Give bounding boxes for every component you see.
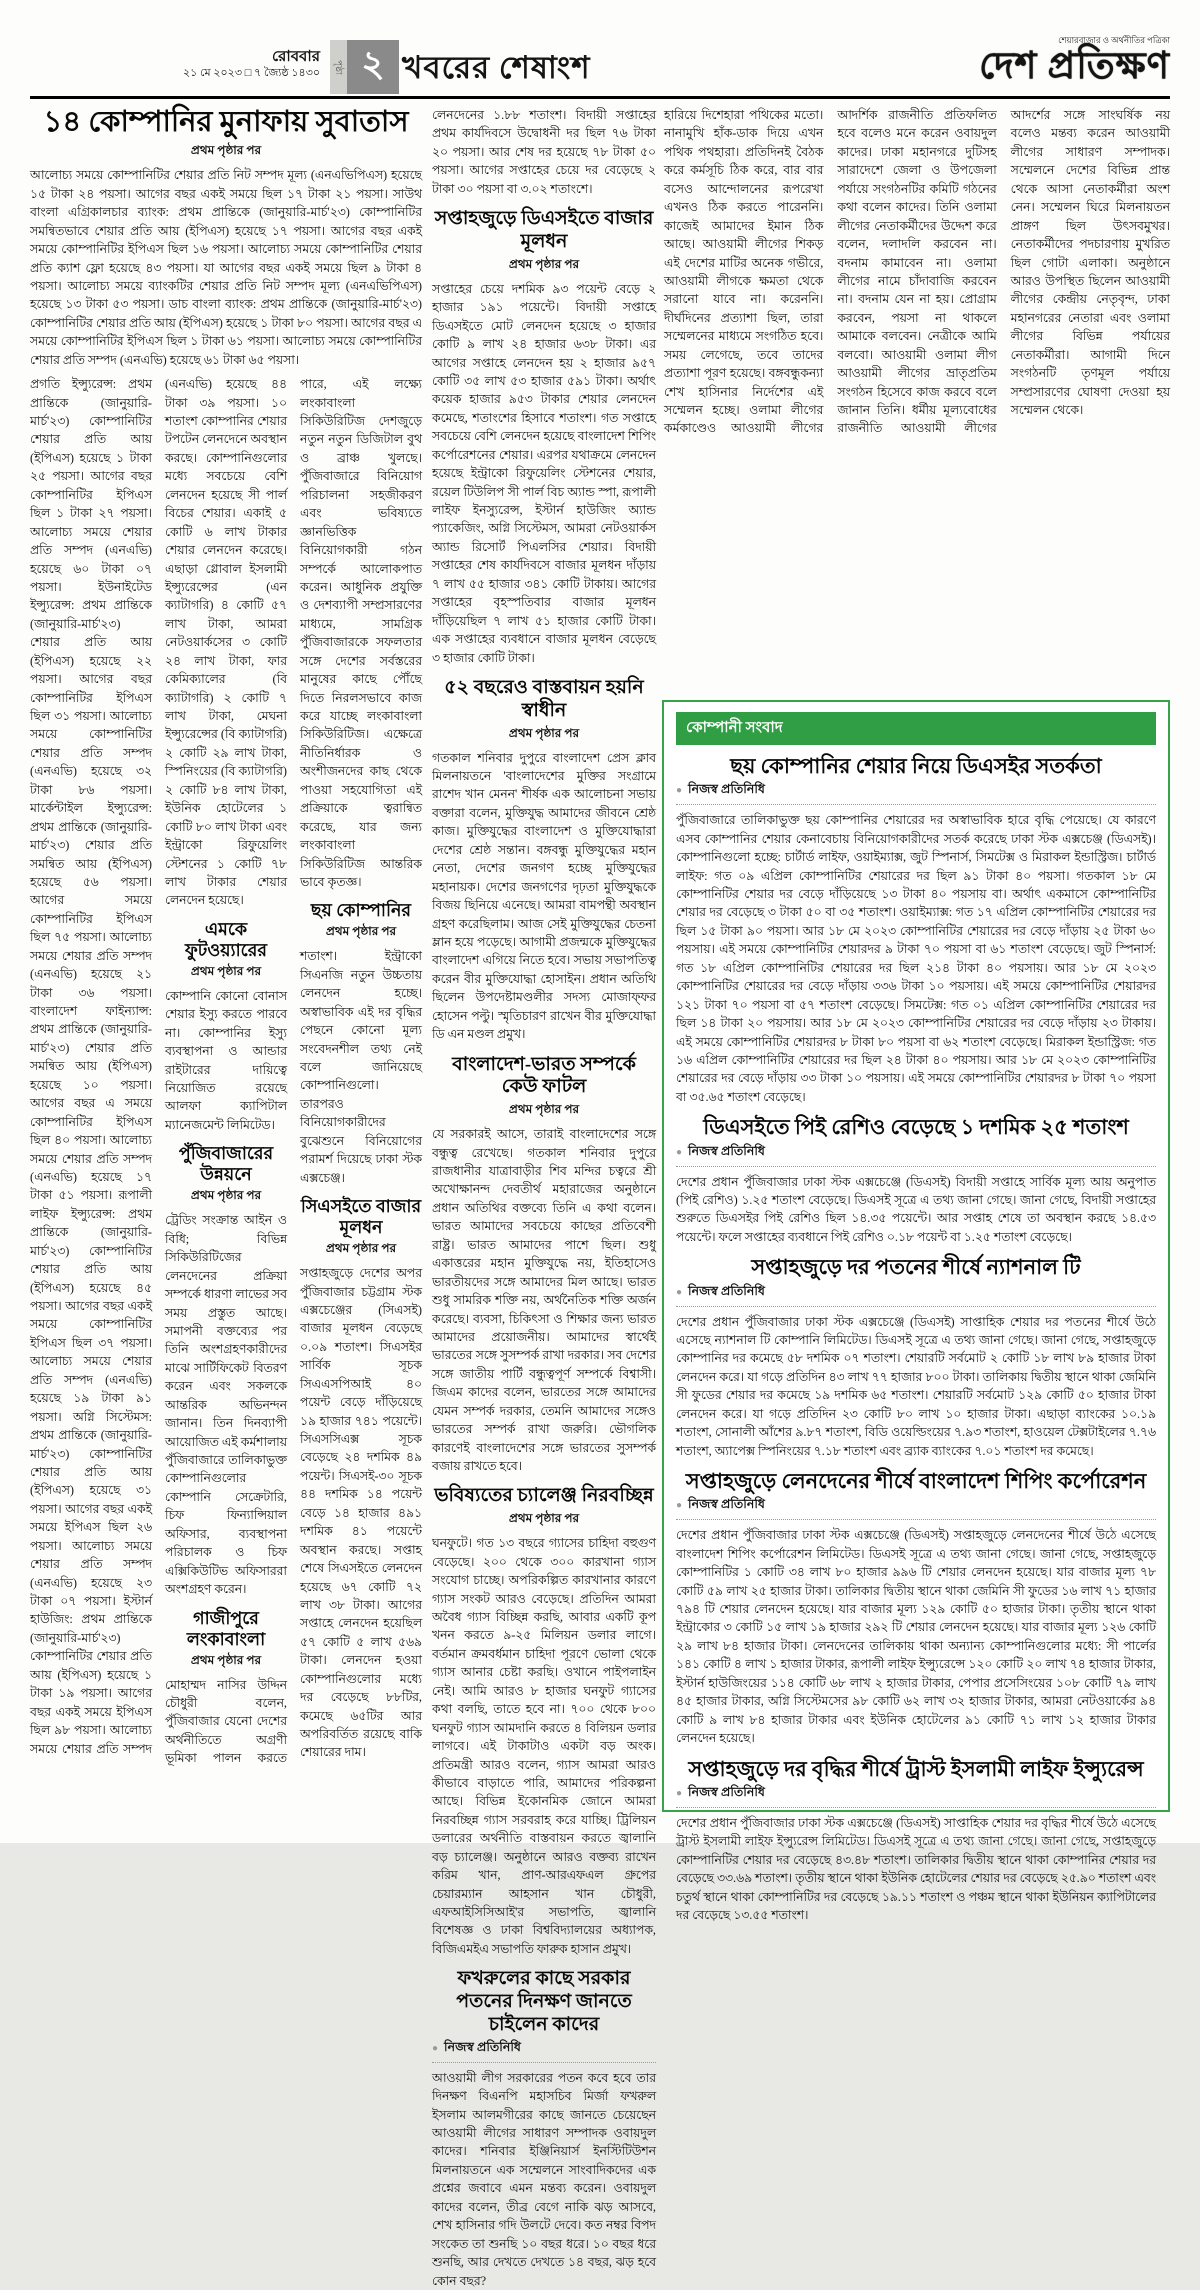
continued-kicker: প্রথম পৃষ্ঠার পর xyxy=(190,963,262,978)
section-title: খবরের শেষাংশ xyxy=(402,50,591,85)
page-label: পৃষ্ঠা xyxy=(330,40,347,94)
dotted-rule xyxy=(676,1306,1156,1307)
byline xyxy=(676,1283,1156,1303)
masthead xyxy=(979,34,1170,87)
continued-kicker: প্রথম পৃষ্ঠার পর xyxy=(508,256,580,271)
continued-kicker: প্রথম পৃষ্ঠার পর xyxy=(190,1188,262,1203)
article-title: বাংলাদেশ-ভারত সম্পর্কে কেউ ফাটল xyxy=(452,1053,636,1098)
dotted-rule xyxy=(676,1519,1156,1520)
article-body: যে সরকারই আসে, তারাই বাংলাদেশের সঙ্গে বন্ধুত্ব রেখেছে। গতকাল শনিবার দুপুরে রাজধানীর যাত্রাবাড়ীর শিব মন্দির চত্বরে শ্রী অখোক্ষানন্দ দেবতীর্থ মহারাজের অনুষ্ঠানে প্রধান অতিথির বক্তব্যে তিনি এ কথা বলেন। ভারত আমাদের সবচেয়ে কাছের প্রতিবেশী রাষ্ট্র। ভারত আমাদের পাশে ছিল। শুধু একাত্তরের মহান মুক্তিযুদ্ধে নয়, ইতিহাসেও ভারতীয়দের সঙ্গে আমাদের মিল আছে। ভারত শুধু সামরিক শক্তি নয়, অর্থনৈতিক শক্তি অর্জন করেছে। ব্যবসা, চিকিৎসা ও শিক্ষার জন্য ভারত আমাদের প্রয়োজনীয়। আমাদের স্বার্থেই ভারতের সঙ্গে সুসম্পর্ক রাখা দরকার। সব দেশের সঙ্গে জাতীয় পার্টি বন্ধুত্বপূর্ণ সম্পর্কে বিশ্বাসী। জিএম কাদের বলেন, ভারতের সঙ্গে আমাদের যেমন সম্পর্ক দরকার, তেমনি আমাদের সঙ্গেও ভারতের সম্পর্ক রাখা জরুরি। ভৌগলিক কারণেই বাংলাদেশের সঙ্গে ভারতের সুসম্পর্ক বজায় রাখতে হবে। xyxy=(432,1127,656,1474)
article-body: ট্রেডিং সংক্রান্ত আইন ও বিধি; বিভিন্ন সিকিউরিটিজের লেনদেনের প্রক্রিয়া সম্পর্কে ধারণা লাভের সব সময় প্রস্তুত আছে। সমাপনী বক্তব্যের পর তিনি অংশগ্রহণকারীদের মাঝে সার্টিফিকেট বিতরণ করেন এবং সকলকে আন্তরিক অভিনন্দন জানান। তিন দিনব্যাপী আয়োজিত এই কর্মশালায় পুঁজিবাজারে তালিকাভুক্ত কোম্পানিগুলোর কোম্পানি সেক্রেটারি, চিফ ফিন্যান্সিয়াল অফিসার, ব্যবস্থাপনা পরিচালক ও চিফ এক্সিকিউটিভ অফিসাররা অংশগ্রহণ করেন। xyxy=(165,1213,287,1597)
article-body: সপ্তাহজুড়ে দেশের অপর পুঁজিবাজার চট্টগ্রাম স্টক এক্সচেঞ্জের (সিএসই) বাজার মূলধন বেড়েছে ০.০৯ শতাংশ। সিএসইর সার্বিক সূচক সিএএসপিআই ৪০ পয়েন্ট বেড়ে দাঁড়িয়েছে ১৯ হাজার ৭৪১ পয়েন্টে। সিএসসিএক্স সূচক বেড়েছে ২৪ দশমিক ৪৯ পয়েন্ট। সিএসই-৩০ সূচক ৪৪ দশমিক ১৪ পয়েন্ট বেড়ে ১৪ হাজার ৪৯১ দশমিক ৪১ পয়েন্টে অবস্থান করছে। সপ্তাহ শেষে সিএসইতে লেনদেন হয়েছে ৬৭ কোটি ৭২ লাখ ৩৮ টাকা। আগের সপ্তাহে লেনদেন হয়েছিল ৫৭ কোটি ৫ লাখ ৫৬৯ টাকা। লেনদেন হওয়া কোম্পানিগুলোর মধ্যে দর বেড়েছে ৮৮টির, কমেছে ৬৫টির আর অপরিবর্তিত রয়েছে বাকি শেয়ারের দাম। xyxy=(300,1266,422,1760)
article-title: ভবিষ্যতের চ্যালেঞ্জ নিরবচ্ছিন্ন xyxy=(434,1485,654,1507)
article-title: সপ্তাহজুড়ে লেনদেনের শীর্ষে বাংলাদেশ শিপিং কর্পোরেশন xyxy=(685,1469,1147,1493)
dotted-rule xyxy=(676,1807,1156,1808)
byline xyxy=(676,1143,1156,1163)
byline xyxy=(676,1784,1156,1804)
article-body: আওয়ামী লীগ সরকারের পতন কবে হবে তার দিনক্ষণ বিএনপি মহাসচিব মির্জা ফখরুল ইসলাম আলমগীরের কাছে জানতে চেয়েছেন আওয়ামী লীগের সাধারণ সম্পাদক ওবায়দুল কাদের। শনিবার ইঞ্জিনিয়ার্স ইনস্টিটিউশন মিলনায়তনে এক সম্মেলনে সাংবাদিকদের এক প্রশ্নের জবাবে এমন মন্তব্য করেন। ওবায়দুল কাদের বলেন, তীব্র বেগে নাকি ঝড় আসবে, শেখ হাসিনার গদি উলটে দেবে। কত নম্বর বিপদ সংকেত তা শুনছি ১০ বছর ধরে। ১০ বছর ধরে শুনছি, আর দেখতে দেখতে ১৪ বছর, ঝড় হবে কোন বছর? xyxy=(432,2070,656,2288)
article-title: সপ্তাহজুড়ে দর বৃদ্ধির শীর্ষে ট্রাস্ট ইসলামী লাইফ ইন্স্যুরেন্স xyxy=(688,1756,1144,1781)
byline-bullet-icon: ● xyxy=(676,1146,683,1158)
byline-name: নিজস্ব প্রতিনিধি xyxy=(444,2039,521,2054)
date-block xyxy=(180,48,320,81)
dotted-rule xyxy=(676,804,1156,805)
article-body: কোম্পানি কোনো বোনাস শেয়ার ইস্যু করতে পারবে না। কোম্পানির ইস্যু ব্যবস্থাপনা ও আন্ডার রাইটারের দায়িত্বে নিয়োজিত রয়েছে আলফা ক্যাপিটাল ম্যানেজমেন্ট লিমিটেড। xyxy=(165,988,287,1132)
article-title: সপ্তাহজুড়ে দর পতনের শীর্ষে ন্যাশনাল টি xyxy=(751,1255,1081,1280)
continued-kicker: প্রথম পৃষ্ঠার পর xyxy=(325,1241,397,1256)
article-title: ফখরুলের কাছে সরকার পতনের দিনক্ষণ জানতে চাইলেন কাদের xyxy=(456,1968,632,2035)
article-title: ছয় কোম্পানির xyxy=(310,900,412,921)
byline-name: নিজস্ব প্রতিনিধি xyxy=(688,1143,765,1158)
zone-top-right xyxy=(664,106,1170,692)
byline-name: নিজস্ব প্রতিনিধি xyxy=(688,1784,765,1799)
article-title: সিএসইতে বাজার মূলধন xyxy=(300,1196,422,1238)
article-title: এমকে ফুটওয়্যারের xyxy=(185,918,267,960)
article-body: ঘনফুটে। গত ১৩ বছরে গ্যাসের চাহিদা বহুগুণ বেড়েছে। ২০০ থেকে ৩০০ কারখানা গ্যাস সংযোগ চাচ্ছে। অপরিকল্পিত কারখানার কারণে গ্যাস সংকট আরও বেড়েছে। প্রতিদিন আমরা অবৈধ গ্যাস বিচ্ছিন্ন করছি, আবার একটি কূপ খনন করতে ৯-২৫ মিলিয়ন ডলার লাগে। বর্তমান ক্রমবর্ধমান চাহিদা পূরণে ভোলা থেকে গ্যাস আনার চেষ্টা করছি। ওখানে পাইপলাইন নেই। আমি আরও ৮ হাজার ঘনফুট গ্যাসের কথা বলছি, তাতে হবে না। ৭০০ থেকে ৮০০ ঘনফুট গ্যাস আমদানি করতে ৪ বিলিয়ন ডলার লাগবে। এই টাকাটাও একটা বড় অংক। প্রতিমন্ত্রী আরও বলেন, গ্যাস আমরা আরও কীভাবে বাড়াতে পারি, আমাদের পরিকল্পনা আছে। বিভিন্ন ইকোনমিক জোনে আমরা নিরবচ্ছিন্ন গ্যাস সরবরাহ করে যাচ্ছি। ট্রিলিয়ন ডলারের অর্থনীতি বাস্তবায়ন করতে জ্বালানি বড় চ্যালেঞ্জ। অনুষ্ঠানে আরও বক্তব্য রাখেন করিম খান, প্রাণ-আরএফএল গ্রুপের চেয়ারম্যান আহসান খান চৌধুরী, এফআইসিসিআই'র সভাপতি, জ্বালানি বিশেষজ্ঞ ও ঢাকা বিশ্ববিদ্যালয়ের অধ্যাপক, বিজিএমইএ সভাপতি ফারুক হাসান প্রমুখ। xyxy=(432,1536,656,1956)
article-body: শতাংশ। ইন্ট্রাকো সিএনজি নতুন উচ্চতায় লেনদেন হচ্ছে। অস্বাভাবিক এই দর বৃদ্ধির পেছনে কোনো মূল্য সংবেদনশীল তথ্য নেই বলে জানিয়েছে কোম্পানিগুলো। তারপরও বিনিয়োগকারীদের বুঝেশুনে বিনিয়োগের পরামর্শ দিয়েছে ঢাকা স্টক এক্সচেঞ্জ। xyxy=(300,949,422,1185)
article-body: দেশের প্রধান পুঁজিবাজার ঢাকা স্টক এক্সচেঞ্জে (ডিএসই) সপ্তাহজুড়ে লেনদেনের শীর্ষে উঠে এসেছে বাংলাদেশ শিপিং কর্পোরেশন লিমিটেড। ডিএসই সূত্রে এ তথ্য জানা গেছে। জানা গেছে, সপ্তাহজুড়ে কোম্পানিটির ১ কোটি ৩৪ লাখ ৮০ হাজার ৯৯৬ টি শেয়ার লেনদেন হয়েছে। যার বাজার মূল্য ৭৮ কোটি ৫৯ লাখ ২৫ হাজার টাকা। তালিকার দ্বিতীয় স্থানে থাকা জেমিনি সী ফুডের ১৬ লাখ ৭১ হাজার ৭৯৪ টি শেয়ার লেনদেন হয়েছে। যার বাজার মূল্য ১২৯ কোটি ৫০ হাজার টাকা। তৃতীয় স্থানে থাকা ইন্ট্রাকোর ৩ কোটি ১৫ লাখ ১৯ হাজার ২৯২ টি শেয়ার লেনদেন হয়েছে। যার বাজার মূল্য ১২৬ কোটি ২৯ লাখ ৮৪ হাজার টাকা। লেনদেনের তালিকায় থাকা অন্যান্য কোম্পানিগুলোর মধ্যে: সী পার্লের ১৪১ কোটি ৪ লাখ ১ হাজার টাকার, রূপালী লাইফ ইন্স্যুরেন্সে ১২০ কোটি ২০ লাখ ৭৪ হাজার টাকার, ইস্টার্ন হাউজিংয়ের ১১৪ কোটি ৬৮ লাখ ২ হাজার টাকার, পেপার প্রসেসিংয়ের ১০৮ কোটি ৭৯ লাখ ৪৫ হাজার টাকার, অগ্নি সিস্টেমসের ৯৮ কোটি ৬২ লাখ ৩২ হাজার টাকার, আমরা নেটওয়ার্কের ৯৪ কোটি ৯ লাখ ৮৪ হাজার টাকার এবং ইউনিক হোটেলের ৯১ কোটি ৭১ লাখ ১২ হাজার টাকার লেনদেন হয়েছে। xyxy=(676,1528,1156,1746)
byline-name: নিজস্ব প্রতিনিধি xyxy=(688,1283,765,1298)
article-title: ডিএসইতে পিই রেশিও বেড়েছে ১ দশমিক ২৫ শতাংশ xyxy=(703,1115,1129,1140)
company-news-label: কোম্পানী সংবাদ xyxy=(676,712,1156,745)
header-rule xyxy=(30,96,1170,99)
article-title: ১৪ কোম্পানির মুনাফায় সুবাতাস xyxy=(43,106,409,138)
article-title: ৫২ বছরেও বাস্তবায়ন হয়নি স্বাধীন xyxy=(444,676,644,721)
byline xyxy=(676,1496,1156,1516)
article-body: লেনদেনের ১.৮৮ শতাংশ। বিদায়ী সপ্তাহের প্রথম কার্যদিবসে উদ্বোধনী দর ছিল ৭৬ টাকা ২০ পয়সা। আর শেষ দর হয়েছে ৭৮ টাকা ৫০ পয়সা। আগের সপ্তাহের চেয়ে দর বেড়েছে ২ টাকা ৩০ পয়সা বা ৩.০২ শতাংশে। xyxy=(432,108,656,196)
continued-kicker: প্রথম পৃষ্ঠার পর xyxy=(325,924,397,939)
byline-bullet-icon: ● xyxy=(676,1787,683,1799)
company-news-box xyxy=(662,700,1170,1922)
left-column-flow xyxy=(30,375,422,1813)
continued-kicker: প্রথম পৃষ্ঠার পর xyxy=(190,1652,262,1667)
paper-tagline: শেয়ারবাজার ও অর্থনীতির পত্রিকা xyxy=(1058,35,1170,45)
paper-logo: দেশ প্রতিক্ষণ xyxy=(979,46,1170,87)
continued-kicker: প্রথম পৃষ্ঠার পর xyxy=(190,143,262,158)
byline-bullet-icon: ● xyxy=(432,2042,439,2054)
continued-kicker: প্রথম পৃষ্ঠার পর xyxy=(508,1511,580,1526)
article-title: ছয় কোম্পানির শেয়ার নিয়ে ডিএসইর সতর্কতা xyxy=(730,754,1102,778)
byline xyxy=(432,2039,656,2059)
article-body: দেশের প্রধান পুঁজিবাজার ঢাকা স্টক এক্সচেঞ্জে (ডিএসই) সাপ্তাহিক শেয়ার দর বৃদ্ধির শীর্ষে উঠে এসেছে ট্রাস্ট ইসলামী লাইফ ইন্স্যুরেন্স লিমিটেড। ডিএসই সূত্রে এ তথ্য জানা গেছে। জানা গেছে, সপ্তাহজুড়ে কোম্পানিটির শেয়ার দর বেড়েছে ৪৩.৪৮ শতাংশ। তালিকার দ্বিতীয় স্থানে থাকা কোম্পানির শেয়ার দর বেড়েছে ৩৩.৬৯ শতাংশ। তৃতীয় স্থানে থাকা ইউনিক হোটেলের শেয়ার দর বেড়েছে ২৫.৯০ শতাংশ এবং চতুর্থ স্থানে থাকা কোম্পানিটির দর বেড়েছে ১৯.১১ শতাংশ ও পঞ্চম স্থানে থাকা ইউনিয়ন ক্যাপিটালের দর বেড়েছে ১৩.৫৫ শতাংশ। xyxy=(676,1815,1157,1922)
article-body: হারিয়ে দিশেহারা পথিকের মতো। নানামুখি হাঁক-ডাক দিয়ে এখন পথিক পথহারা। প্রতিদিনই বৈঠক করে কর্মসূচি ঠিক করে, বার বার বসেও আন্দোলনের রূপরেখা এখনও ঠিক করতে পারেননি। কাজেই আমাদের ইমান ঠিক আছে। আওয়ামী লীগের শিকড় এই দেশের মাটির অনেক গভীরে, আওয়ামী লীগকে ক্ষমতা থেকে সরানো যাবে না। করেননি। দীর্ঘদিনের প্রত্যাশা ছিল, তারা সম্মেলনের মাধ্যমে সংগঠিত হবে। সময় লেগেছে, তবে তাদের প্রত্যাশা পূরণ হয়েছে। বঙ্গবন্ধুকন্যা শেখ হাসিনার নির্দেশের এই সম্মেলন হচ্ছে। ওলামা লীগের কর্মকাণ্ডেও আওয়ামী লীগের আদর্শিক রাজনীতি প্রতিফলিত হবে বলেও মনে করেন ওবায়দুল কাদের। ঢাকা মহানগরে দুটিসহ সারাদেশে জেলা ও উপজেলা পর্যায়ে সংগঠনটির কমিটি গঠনের কথা বলেন কাদের। তিনি ওলামা লীগের নেতাকর্মীদের উদ্দেশ করে বলেন, দলাদলি করবেন না। বদনাম কামাবেন না। ওলামা লীগের নামে চাঁদাবাজি করবেন না। বদনাম যেন না হয়। প্রোগ্রাম করবেন, পয়সা না থাকলে আমাকে বলবেন। নেত্রীকে আমি বলবো। আওয়ামী ওলামা লীগ আওয়ামী লীগের ভ্রাতৃপ্রতিম সংগঠন হিসেবে কাজ করবে বলে জানান তিনি। ধর্মীয় মূল্যবোধের রাজনীতি আওয়ামী লীগের আদর্শের সঙ্গে সাংঘর্ষিক নয় বলেও মন্তব্য করেন আওয়ামী লীগের সাধারণ সম্পাদক। সম্মেলনে দেশের বিভিন্ন প্রান্ত থেকে আসা নেতাকর্মীরা অংশ নেন। সম্মেলন ঘিরে মিলনায়তন প্রাঙ্গণ ছিল উৎসবমুখর। নেতাকর্মীদের পদচারণায় মুখরিত ছিল গোটা এলাকা। অনুষ্ঠানে আরও উপস্থিত ছিলেন আওয়ামী লীগের কেন্দ্রীয় নেতৃবৃন্দ, ঢাকা মহানগরের নেতারা এবং ওলামা লীগের বিভিন্ন পর্যায়ের নেতাকর্মীরা। আগামী দিনে সংগঠনটি তৃণমূল পর্যায়ে সম্প্রসারণের ঘোষণা দেওয়া হয় সম্মেলন থেকে। xyxy=(664,108,1170,436)
zone-left xyxy=(30,106,422,1808)
dotted-rule xyxy=(432,2062,656,2063)
article-body: দেশের প্রধান পুঁজিবাজার ঢাকা স্টক এক্সচেঞ্জে (ডিএসই) সাপ্তাহিক শেয়ার দর পতনের শীর্ষে উঠে এসেছে ন্যাশনাল টি কোম্পানি লিমিটেড। ডিএসই সূত্রে এ তথ্য জানা গেছে। জানা গেছে, সপ্তাহজুড়ে কোম্পানির দর কমেছে ৫৮ দশমিক ০৭ শতাংশ। শেয়ারটি সর্বমোট ২ কোটি ১৮ লাখ ৮৯ হাজার টাকা লেনদেন করে। যা গড়ে প্রতিদিন ৪৩ লাখ ৭৭ হাজার ৮০০ টাকা। তালিকায় দ্বিতীয় স্থানে থাকা জেমিনি সী ফুডের শেয়ার দর কমেছে ১৯ দশমিক ৬৫ শতাংশ। শেয়ারটি সর্বমোট ১২৯ কোটি ৫০ হাজার টাকা লেনদেন করে। যা গড়ে প্রতিদিন ২৩ কোটি ৮০ লাখ ১০ হাজার টাকা। এছাড়া ব্যাংকের ১০.১৯ শতাংশ, সোনালী আঁশের ৯.৮৭ শতাংশ, বিডি ওয়েল্ডিংয়ের ৭.৯৩ শতাংশ, হাওয়েল টেক্সটাইলের ৭.৭৬ শতাংশ, অ্যাপেক্স স্পিনিংয়ের ৭.১৮ শতাংশ এবং ব্র্যাক ব্যাংকের ৭.০১ শতাংশ দর কমেছে। xyxy=(676,1314,1156,1458)
dotted-rule xyxy=(676,1166,1156,1167)
article-title: সপ্তাহজুড়ে ডিএসইতে বাজার মূলধন xyxy=(434,208,654,252)
zone-middle xyxy=(432,106,656,2288)
article-body: পুঁজিবাজারে তালিকাভুক্ত ছয় কোম্পানির শেয়ারের দর অস্বাভাবিক হারে বৃদ্ধি পেয়েছে। যে কারণে এসব কোম্পানির শেয়ার কেনাবেচায় বিনিয়োগকারীদের সতর্ক করেছে ঢাকা স্টক এক্সচেঞ্জ (ডিএসই)। কোম্পানিগুলো হচ্ছে: চার্টার্ড লাইফ, ওয়াইম্যাক্স, জুট স্পিনার্স, সিমটেক্স ও মিরাকল ইন্ডাস্ট্রিজ। চার্টার্ড লাইফ: গত ০৯ এপ্রিল কোম্পানিটির শেয়ারের দর ছিল ৯১ টাকা ৪০ পয়সা। গতকাল ১৮ মে কোম্পানিটির শেয়ার দর বেড়ে দাঁড়িয়েছে ১৩ টাকা ৪০ পয়সায় বা। অর্থাৎ একমাসে কোম্পানিটির শেয়ার দর বেড়েছে ৩ টাকা ৫০ বা ৩৫ শতাংশ। ওয়াইম্যাক্স: গত ১৭ এপ্রিল কোম্পানিটির শেয়ারের দর ছিল ১৫ টাকা ৯০ পয়সা। আর ১৮ মে ২০২৩ কোম্পানিটির শেয়ারের দর বেড়ে দাঁড়ায় ২৫ টাকা ৬০ পয়সায়। এই সময়ে কোম্পানিটির শেয়ারদর ৯ টাকা ৭০ পয়সা বা ৬১ শতাংশ বেড়েছে। জুট স্পিনার্স: গত ১৮ এপ্রিল কোম্পানিটির শেয়ারের দর ছিল ২১৪ টাকা ৪০ পয়সায়। আর ১৮ মে ২০২৩ কোম্পানিটির শেয়ারের দর বেড়ে দাঁড়ায় ৩৩৬ টাকা ১০ পয়সায়। এই সময়ে কোম্পানিটির শেয়ারদর ১২১ টাকা ৭০ পয়সা বা ৫৭ শতাংশ বেড়েছে। সিমটেক্স: গত ০১ এপ্রিল কোম্পানিটির শেয়ারের দর ছিল ১৪ টাকা ২০ পয়সায়। আর ১৮ মে ২০২৩ কোম্পানিটির শেয়ারের দর বেড়ে দাঁড়ায় ২৩ টাকায়। এই সময়ে কোম্পানিটির শেয়ারদর ৮ টাকা ৮০ পয়সা বা ৬২ শতাংশ বেড়েছে। মিরাকল ইন্ডাস্ট্রিজ: গত ১৬ এপ্রিল কোম্পানিটির শেয়ারের দর ছিল ২৪ টাকা ৪০ পয়সায়। আর ১৮ মে ২০২৩ কোম্পানিটির শেয়ারের দর বেড়ে দাঁড়ায় ৩৩ টাকা ১০ পয়সায়। এই সময়ে কোম্পানিটির শেয়ারদর ৮ টাকা ৭০ পয়সা বা ৩৫.৬৫ শতাংশ বেড়েছে। xyxy=(676,813,1156,1104)
continued-kicker: প্রথম পৃষ্ঠার পর xyxy=(508,725,580,740)
byline-name: নিজস্ব প্রতিনিধি xyxy=(688,1497,765,1512)
article-lead: আলোচ্য সময়ে কোম্পানিটির শেয়ার প্রতি নিট সম্পদ মূল্য (এনএভিপিএস) হয়েছে ১৫ টাকা ২৪ পয়সা। আগের বছর একই সময়ে ছিল ১৭ টাকা ২১ পয়সা। সাউথ বাংলা এগ্রিকালচার ব্যাংক: প্রথম প্রান্তিকে (জানুয়ারি-মার্চ'২৩) কোম্পানিটির সমন্বিতভাবে শেয়ার প্রতি আয় (ইপিএস) হয়েছে ১৭ পয়সা। আগের বছর একই সময়ে কোম্পানিটির ইপিএস ছিল ১৬ পয়সা। আলোচ্য সময়ে কোম্পানিটির শেয়ার প্রতি ক্যাশ ফ্লো হয়েছে ৪৩ পয়সা। যা আগের বছর একই সময়ে ছিল ৯ টাকা ৪ পয়সা। আলোচ্য সময়ে ব্যাংকটির শেয়ার প্রতি নিট সম্পদ মূল্য (এনএভিপিএস) হয়েছে ১৩ টাকা ৫৩ পয়সা। ডাচ বাংলা ব্যাংক: প্রথম প্রান্তিকে (জানুয়ারি-মার্চ'২৩) কোম্পানিটির শেয়ার প্রতি আয় (ইপিএস) হয়েছে ১ টাকা ৮০ পয়সা। আগের বছর এ সময়ে কোম্পানিটির ইপিএস ছিল ১ টাকা ৬১ পয়সা। আলোচ্য সময়ে কোম্পানিটির শেয়ার প্রতি সম্পদ (এনএভি) হয়েছে ৬১ টাকা ৬৫ পয়সা। xyxy=(30,168,422,367)
byline-bullet-icon: ● xyxy=(676,1500,683,1512)
page-number-box xyxy=(330,40,399,94)
byline-bullet-icon: ● xyxy=(676,1286,683,1298)
byline-bullet-icon: ● xyxy=(676,785,683,797)
byline-name: নিজস্ব প্রতিনিধি xyxy=(688,782,765,797)
continued-kicker: প্রথম পৃষ্ঠার পর xyxy=(508,1102,580,1117)
weekday-label: রোববার xyxy=(272,49,320,65)
article-title: পুঁজিবাজারের উন্নয়নে xyxy=(178,1143,274,1185)
article-body: সপ্তাহের চেয়ে দশমিক ৯৩ পয়েন্ট বেড়ে ২ হাজার ১৯১ পয়েন্টে। বিদায়ী সপ্তাহে ডিএসইতে মোট লেনদেন হয়েছে ৩ হাজার কোটি ৯ লাখ ২৪ হাজার ৬৩৮ টাকা। এর আগের সপ্তাহে লেনদেন হয় ২ হাজার ৯৫৭ কোটি ৩৫ লাখ ৫৩ হাজার ৫৯১ টাকা। অর্থাৎ কয়েক হাজার ৯৫৩ টাকার শেয়ার লেনদেন কমেছে, শতাংশের হিসাবে শতাংশ। গত সপ্তাহে সবচেয়ে বেশি লেনদেন হয়েছে বাংলাদেশ শিপিং কর্পোরেশনের শেয়ার। এরপর যথাক্রমে লেনদেন হয়েছে ইন্ট্রাকো রিফুয়েলিং স্টেশনের শেয়ার, রয়েল টিউলিপ সী পার্ল বিচ অ্যান্ড স্পা, রূপালী লাইফ ইনস্যুরেন্স, ইস্টার্ন হাউজিং অ্যান্ড প্যাকেজিং, অগ্নি সিস্টেমস, আমরা নেটওয়ার্কস অ্যান্ড রিসোর্ট পিএলসির শেয়ার। বিদায়ী সপ্তাহের শেষ কার্যদিবসে বাজার মূলধন দাঁড়ায় ৭ লাখ ৫৫ হাজার ৩৪১ কোটি টাকায়। আগের সপ্তাহের বৃহস্পতিবার বাজার মূলধন দাঁড়িয়েছিল ৭ লাখ ৫১ হাজার কোটি টাকা। এক সপ্তাহের ব্যবধানে বাজার মূলধন বেড়েছে ৩ হাজার কোটি টাকা। xyxy=(432,281,656,665)
article-body: মোহাম্মদ নাসির উদ্দিন চৌধুরী বলেন, পুঁজিবাজার যেনো দেশের অর্থনীতিতে অগ্রণী ভূমিকা পালন করতে পারে, এই লক্ষ্যে লংকাবাংলা সিকিউরিটিজ দেশজুড়ে নতুন নতুন ডিজিটাল বুথ ও ব্রাঞ্চ খুলছে। পুঁজিবাজারে বিনিয়োগ পরিচালনা সহজীকরণ এবং ভবিষ্যতে জ্ঞানভিত্তিক বিনিয়োগকারী গঠন সম্পর্কে আলোকপাত করেন। আধুনিক প্রযুক্তি ও দেশব্যাপী সম্প্রসারণের মাধ্যমে, সামগ্রিক পুঁজিবাজারকে সফলতার সঙ্গে দেশের সর্বস্তরের মানুষের কাছে পৌঁছে দিতে নিরলসভাবে কাজ করে যাচ্ছে লংকাবাংলা সিকিউরিটিজ। এক্ষেত্রে নীতিনির্ধারক ও অংশীজনদের কাছ থেকে পাওয়া সহযোগিতা এই প্রক্রিয়াকে ত্বরান্বিত করেছে, যার জন্য লংকাবাংলা সিকিউরিটিজ আন্তরিক ভাবে কৃতজ্ঞ। xyxy=(165,377,422,1766)
page-number: ২ xyxy=(347,40,399,94)
article-body: প্রগতি ইন্স্যুরেন্স: প্রথম প্রান্তিকে (জানুয়ারি-মার্চ'২৩) কোম্পানিটির শেয়ার প্রতি আয় (ইপিএস) হয়েছে ১ টাকা ২৫ পয়সা। আগের বছর কোম্পানিটির ইপিএস ছিল ১ টাকা ২৭ পয়সা। আলোচ্য সময়ে শেয়ার প্রতি সম্পদ (এনএভি) হয়েছে ৬০ টাকা ০৭ পয়সা। ইউনাইটেড ইন্স্যুরেন্স: প্রথম প্রান্তিকে (জানুয়ারি-মার্চ'২৩) শেয়ার প্রতি আয় (ইপিএস) হয়েছে ২২ পয়সা। আগের বছর কোম্পানিটির ইপিএস ছিল ৩১ পয়সা। আলোচ্য সময়ে কোম্পানিটির শেয়ার প্রতি সম্পদ (এনএভি) হয়েছে ৩২ টাকা ৮৬ পয়সা। মার্কেন্টাইল ইন্স্যুরেন্স: প্রথম প্রান্তিকে (জানুয়ারি-মার্চ'২৩) শেয়ার প্রতি সমন্বিত আয় (ইপিএস) হয়েছে ৫৬ পয়সা। আগের সময়ে কোম্পানিটির ইপিএস ছিল ৭৫ পয়সা। আলোচ্য সময়ে শেয়ার প্রতি সম্পদ (এনএভি) হয়েছে ২১ টাকা ৩৬ পয়সা। বাংলাদেশ ফাইন্যান্স: প্রথম প্রান্তিকে (জানুয়ারি-মার্চ'২৩) শেয়ার প্রতি সমন্বিত আয় (ইপিএস) হয়েছে ১০ পয়সা। আগের বছর এ সময়ে কোম্পানিটির ইপিএস ছিল ৪০ পয়সা। আলোচ্য সময়ে শেয়ার প্রতি সম্পদ (এনএভি) হয়েছে ১৭ টাকা ৫১ পয়সা। রূপালী লাইফ ইন্স্যুরেন্স: প্রথম প্রান্তিকে (জানুয়ারি-মার্চ'২৩) কোম্পানিটির শেয়ার প্রতি আয় (ইপিএস) হয়েছে ৪৫ পয়সা। আগের বছর একই সময়ে কোম্পানিটির ইপিএস ছিল ৩৭ পয়সা। আলোচ্য সময়ে শেয়ার প্রতি সম্পদ (এনএভি) হয়েছে ১৯ টাকা ৯১ পয়সা। অগ্নি সিস্টেমস: প্রথম প্রান্তিকে (জানুয়ারি-মার্চ'২৩) কোম্পানিটির শেয়ার প্রতি আয় (ইপিএস) হয়েছে ৩১ পয়সা। আগের বছর একই সময়ে ইপিএস ছিল ২৬ পয়সা। আলোচ্য সময়ে শেয়ার প্রতি সম্পদ (এনএভি) হয়েছে ২৩ টাকা ০৭ পয়সা। ইস্টার্ন হাউজিং: প্রথম প্রান্তিকে (জানুয়ারি-মার্চ'২৩) কোম্পানিটির শেয়ার প্রতি আয় (ইপিএস) হয়েছে ১ টাকা ১৯ পয়সা। আগের বছর একই সময়ে ইপিএস ছিল ৯৮ পয়সা। আলোচ্য সময়ে শেয়ার প্রতি সম্পদ (এনএভি) হয়েছে ৪৪ টাকা ৩৯ পয়সা। ১০ শতাংশ কোম্পানির শেয়ার টপটেন লেনদেনে অবস্থান করছে। কোম্পানিগুলোর মধ্যে সবচেয়ে বেশি লেনদেন হয়েছে সী পার্ল বিচের শেয়ার। একাই ৫ কোটি ৬ লাখ টাকার শেয়ার লেনদেন করেছে। এছাড়া গ্লোবাল ইসলামী ইন্স্যুরেন্সের (এন ক্যাটাগরি) ৪ কোটি ৫৭ লাখ টাকা, আমরা নেটওয়ার্কসের ৩ কোটি ২৪ লাখ টাকা, ফার কেমিক্যালের (বি ক্যাটাগরি) ২ কোটি ৭ লাখ টাকা, মেঘনা ইন্স্যুরেন্সের (বি ক্যাটাগরি) ২ কোটি ২৯ লাখ টাকা, স্পিনিংয়ের (বি ক্যাটাগরি) ২ কোটি ৮৪ লাখ টাকা, ইউনিক হোটেলের ১ কোটি ৮০ লাখ টাকা এবং ইন্ট্রাকো রিফুয়েলিং স্টেশনের ১ কোটি ৭৮ লাখ টাকার শেয়ার লেনদেন হয়েছে। xyxy=(30,377,287,1756)
article-body: দেশের প্রধান পুঁজিবাজার ঢাকা স্টক এক্সচেঞ্জে (ডিএসই) বিদায়ী সপ্তাহে সার্বিক মূল্য আয় অনুপাত (পিই রেশিও) ১.২৫ শতাংশ বেড়েছে। ডিএসই সূত্রে এ তথ্য জানা গেছে। জানা গেছে, বিদায়ী সপ্তাহের শুরুতে ডিএসইর পিই রেশিও ছিল ১৪.৩৫ পয়েন্টে। আর সপ্তাহ শেষে তা অবস্থান করছে ১৪.৫৩ পয়েন্টে। ফলে সপ্তাহের ব্যবধানে পিই রেশিও ০.১৮ পয়েন্ট বা ১.২৫ শতাংশ বেড়েছে। xyxy=(676,1174,1156,1244)
article-title: গাজীপুরে লংকাবাংলা xyxy=(186,1607,266,1649)
byline xyxy=(676,781,1156,801)
article-body: গতকাল শনিবার দুপুরে বাংলাদেশ প্রেস ক্লাব মিলনায়তনে 'বাংলাদেশের মুক্তির সংগ্রামে রাশেদ খান মেনন' শীর্ষক এক আলোচনা সভায় বক্তারা বলেন, মুক্তিযুদ্ধ আমাদের জীবনে শ্রেষ্ঠ কাজ। মুক্তিযুদ্ধের বাংলাদেশ ও মুক্তিযোদ্ধারা দেশের শ্রেষ্ঠ সন্তান। বঙ্গবন্ধু মুক্তিযুদ্ধের মহান নেতা, দেশের জনগণ হচ্ছে মুক্তিযুদ্ধের মহানায়ক। দেশের জনগণের দৃঢ়তা মুক্তিযুদ্ধকে বিজয় ছিনিয়ে এনেছে। আমরা বামপন্থী অবস্থান গ্রহণ করেছিলাম। আজ সেই মুক্তিযুদ্ধের চেতনা ম্লান হয়ে পড়েছে। আগামী প্রজন্মকে মুক্তিযুদ্ধের বাংলাদেশ এগিয়ে নিতে হবে। সভায় সভাপতিত্ব করেন বীর মুক্তিযোদ্ধা হোসাইন। প্রধান অতিথি ছিলেন উপদেষ্টামণ্ডলীর সদস্য মোজাফ্ফর হোসেন পল্টু। স্মৃতিচারণ রাখেন বীর মুক্তিযোদ্ধা ডি এন মণ্ডল প্রমুখ। xyxy=(432,750,656,1042)
page-header xyxy=(30,35,1170,92)
date-line: ২১ মে ২০২৩ □ ৭ জ্যৈষ্ঠ ১৪৩০ xyxy=(183,66,320,79)
